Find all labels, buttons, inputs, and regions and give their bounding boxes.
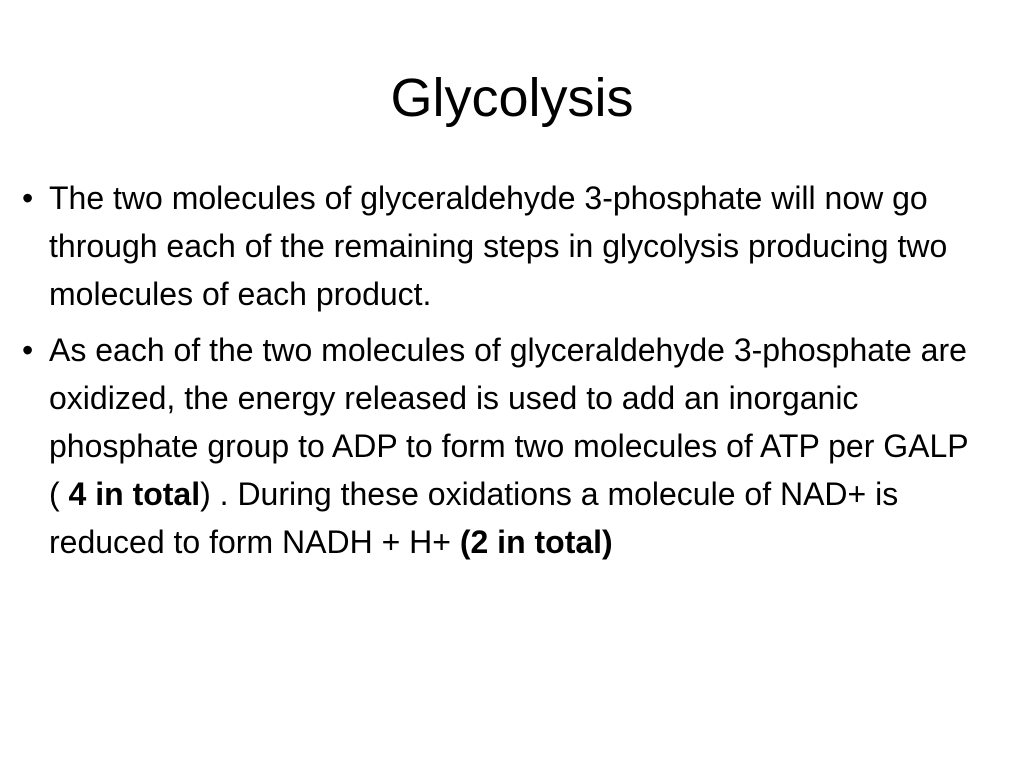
bullet-text: The two molecules of glyceraldehyde 3-phosphate will now go through each of the remaining steps in glycolysis producing two molecules of each product. [49,180,948,312]
bullet-item-2 [22,326,972,566]
slide-title: Glycolysis [390,68,634,128]
bullet-marker: • [22,180,34,216]
bullet-item-1 [22,174,972,318]
nadh-total-emphasis: (2 in total) [459,524,613,560]
bullet-list [22,174,972,574]
atp-total-emphasis: 4 in total [68,476,201,512]
bullet-text-part-1: As each of the two molecules of glyceraldehyde 3-phosphate are oxidized, the energy released is used to add an inorganic phosphate group to ADP to form two molecules of ATP per GALP ( [49,332,969,512]
bullet-text-part-2: ) . During these oxidations a molecule of NAD+ is reduced to form NADH + H+ [49,476,899,560]
bullet-marker: • [22,332,34,368]
